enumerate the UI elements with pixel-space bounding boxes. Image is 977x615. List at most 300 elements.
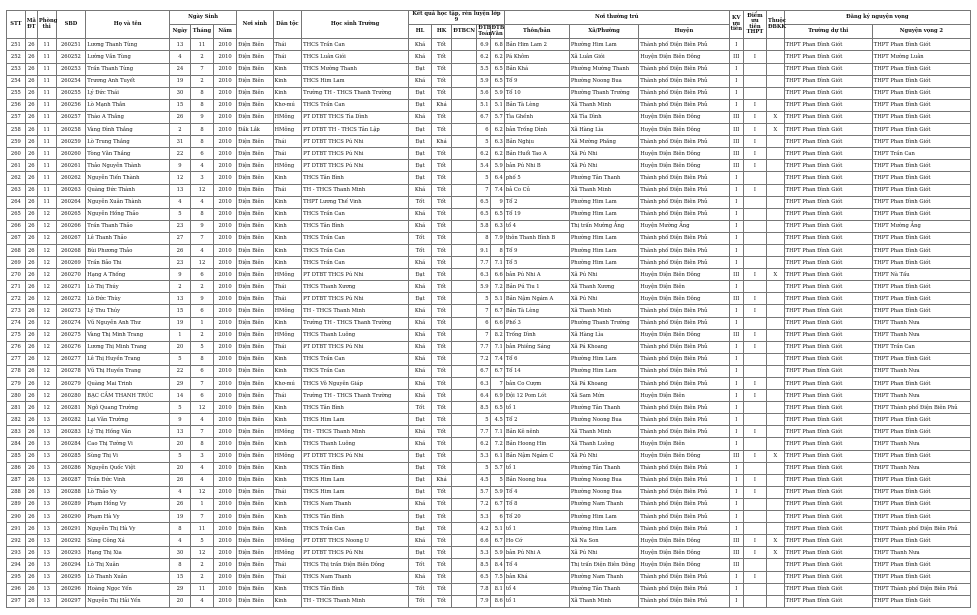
cell-hk: Tốt (432, 559, 452, 571)
cell-hl: Khá (409, 51, 432, 63)
header-hs-truong: Học sinh Trường (302, 11, 409, 39)
cell-truong-du-thi: THPT Phan Đình Giót (784, 402, 872, 414)
cell-ma-dt: 26 (25, 63, 37, 75)
cell-hs-truong: TH - THCS Thanh Minh (302, 305, 409, 317)
cell-thang: 11 (190, 39, 213, 51)
cell-nam: 2010 (214, 172, 237, 184)
cell-nguyen-vong-2: THPT Phan Đình Giót (872, 595, 970, 607)
cell-stt: 291 (7, 523, 26, 535)
cell-sbd: 260278 (56, 365, 86, 377)
cell-diem-uu-tien: I (743, 111, 766, 123)
cell-thuoc-dbkk (767, 51, 785, 63)
cell-ho-ten: Ngô Quang Trường (86, 402, 170, 414)
cell-truong-du-thi: THPT Phan Đình Giót (784, 474, 872, 486)
cell-dtb-van: 5.1 (490, 99, 504, 111)
cell-stt: 262 (7, 172, 26, 184)
cell-nam: 2010 (214, 136, 237, 148)
cell-thang: 8 (190, 208, 213, 220)
cell-ma-dt: 26 (25, 486, 37, 498)
cell-ma-dt: 26 (25, 87, 37, 99)
cell-hl: Đạt (409, 148, 432, 160)
cell-xa-phuong: Thị trấn Điện Biên Đông (569, 559, 638, 571)
cell-hk: Tốt (432, 438, 452, 450)
cell-nam: 2010 (214, 414, 237, 426)
cell-nam: 2010 (214, 75, 237, 87)
cell-diem-uu-tien: I (743, 269, 766, 281)
cell-hs-truong: Trường TH - THCS Thanh Trường (302, 317, 409, 329)
cell-dtbcn (451, 547, 476, 559)
cell-thuoc-dbkk (767, 160, 785, 172)
cell-ngay: 19 (170, 75, 191, 87)
cell-xa-phuong: Phường Noong Bua (569, 486, 638, 498)
cell-noi-sinh: Điện Biên (237, 160, 273, 172)
cell-xa-phuong: Xã Na Son (569, 535, 638, 547)
cell-dtbcn (451, 378, 476, 390)
cell-ho-ten: Nguyễn Thị Hà Vy (86, 523, 170, 535)
cell-truong-du-thi: THPT Phan Đình Giót (784, 390, 872, 402)
cell-hs-truong: PT DTBT THCS Pú Nhi (302, 269, 409, 281)
cell-ngay: 15 (170, 305, 191, 317)
cell-huyen: Huyện Điện Biên Đông (639, 51, 729, 63)
cell-dtbcn (451, 172, 476, 184)
cell-sbd: 260263 (56, 184, 86, 196)
cell-thon-ban: Tổ 10 (504, 87, 569, 99)
cell-phong-thi: 11 (37, 39, 56, 51)
cell-hs-truong: THCS Trần Can (302, 39, 409, 51)
cell-diem-uu-tien (743, 208, 766, 220)
cell-kv-uu-tien: I (729, 99, 743, 111)
cell-ngay: 19 (170, 317, 191, 329)
cell-hk: Tốt (432, 232, 452, 244)
cell-sbd: 260259 (56, 136, 86, 148)
cell-hs-truong: THCS Thanh Xương (302, 281, 409, 293)
header-ma-dt: Mã ĐT (25, 11, 37, 39)
cell-dtb-van: 7.5 (490, 571, 504, 583)
cell-huyen: Thành phố Điện Biên Phủ (639, 305, 729, 317)
cell-noi-sinh: Điện Biên (237, 99, 273, 111)
cell-dtb-van: 6.6 (490, 317, 504, 329)
cell-phong-thi: 13 (37, 462, 56, 474)
cell-noi-sinh: Điện Biên (237, 196, 273, 208)
cell-thuoc-dbkk (767, 220, 785, 232)
cell-sbd: 260254 (56, 75, 86, 87)
cell-hl: Đạt (409, 462, 432, 474)
table-row (7, 184, 971, 196)
cell-nam: 2010 (214, 462, 237, 474)
cell-dan-toc: Kinh (273, 353, 302, 365)
cell-sbd: 260256 (56, 99, 86, 111)
cell-nam: 2010 (214, 390, 237, 402)
cell-diem-uu-tien (743, 583, 766, 595)
cell-dtb-van: 7 (490, 378, 504, 390)
cell-thang: 6 (190, 305, 213, 317)
cell-thuoc-dbkk (767, 486, 785, 498)
cell-stt: 252 (7, 51, 26, 63)
cell-hk: Tốt (432, 426, 452, 438)
cell-kv-uu-tien: I (729, 317, 743, 329)
cell-thang: 8 (190, 99, 213, 111)
cell-diem-uu-tien: I (743, 390, 766, 402)
cell-ngay: 9 (170, 269, 191, 281)
header-noi-thuong-tru: Nơi thường trú (504, 11, 729, 25)
cell-nam: 2010 (214, 438, 237, 450)
cell-nam: 2010 (214, 148, 237, 160)
cell-dtbcn (451, 208, 476, 220)
cell-diem-uu-tien: I (743, 329, 766, 341)
cell-xa-phuong: Phường Him Lam (569, 257, 638, 269)
cell-ma-dt: 26 (25, 39, 37, 51)
header-sbd: SBD (56, 11, 86, 39)
cell-dtb-toan: 7.7 (477, 257, 490, 269)
cell-diem-uu-tien (743, 462, 766, 474)
cell-huyen: Huyện Điện Biên (639, 390, 729, 402)
cell-thuoc-dbkk (767, 281, 785, 293)
cell-stt: 296 (7, 583, 26, 595)
cell-kv-uu-tien: I (729, 595, 743, 607)
cell-phong-thi: 12 (37, 281, 56, 293)
cell-thuoc-dbkk (767, 583, 785, 595)
cell-diem-uu-tien (743, 595, 766, 607)
cell-thuoc-dbkk (767, 184, 785, 196)
cell-hs-truong: THCS Him Lam (302, 414, 409, 426)
cell-kv-uu-tien: I (729, 511, 743, 523)
cell-nam: 2010 (214, 305, 237, 317)
cell-noi-sinh: Điện Biên (237, 583, 273, 595)
cell-hs-truong: THCS Tân Bình (302, 172, 409, 184)
cell-kv-uu-tien: III (729, 51, 743, 63)
cell-hk: Tốt (432, 196, 452, 208)
cell-nguyen-vong-2: THPT Phan Đình Giót (872, 63, 970, 75)
cell-huyen: Thành phố Điện Biên Phủ (639, 378, 729, 390)
cell-dan-toc: Kinh (273, 583, 302, 595)
header-nam: Năm (214, 25, 237, 39)
cell-ma-dt: 26 (25, 559, 37, 571)
cell-dtbcn (451, 136, 476, 148)
cell-nguyen-vong-2: THPT Phan Đình Giót (872, 124, 970, 136)
cell-dtb-van: 5.1 (490, 293, 504, 305)
cell-dtb-van: 6.7 (490, 365, 504, 377)
cell-nam: 2010 (214, 595, 237, 607)
cell-thon-ban: Tổ 2 (504, 196, 569, 208)
cell-ngay: 1 (170, 329, 191, 341)
cell-nguyen-vong-2: THPT Phan Đình Giót (872, 136, 970, 148)
cell-dtbcn (451, 414, 476, 426)
cell-phong-thi: 12 (37, 390, 56, 402)
cell-dtbcn (451, 124, 476, 136)
cell-huyen: Thành phố Điện Biên Phủ (639, 426, 729, 438)
cell-ma-dt: 26 (25, 450, 37, 462)
cell-ngay: 31 (170, 136, 191, 148)
cell-thang: 9 (190, 220, 213, 232)
cell-phong-thi: 12 (37, 402, 56, 414)
cell-ho-ten: Bùi Phương Thảo (86, 244, 170, 256)
cell-nam: 2010 (214, 111, 237, 123)
cell-diem-uu-tien (743, 39, 766, 51)
cell-thon-ban: Tìa Ghềnh (504, 111, 569, 123)
cell-ma-dt: 26 (25, 220, 37, 232)
cell-thuoc-dbkk (767, 414, 785, 426)
cell-nam: 2010 (214, 220, 237, 232)
cell-sbd: 260251 (56, 39, 86, 51)
cell-thon-ban: phố 5 (504, 172, 569, 184)
cell-noi-sinh: Điện Biên (237, 438, 273, 450)
cell-nam: 2010 (214, 535, 237, 547)
cell-dtbcn (451, 75, 476, 87)
header-hl: HL (409, 25, 432, 39)
cell-hs-truong: THCS Tân Bình (302, 220, 409, 232)
header-truong-du-thi: Trường dự thi (784, 25, 872, 39)
cell-stt: 254 (7, 75, 26, 87)
cell-hl: Đạt (409, 87, 432, 99)
cell-kv-uu-tien: III (729, 124, 743, 136)
cell-stt: 285 (7, 450, 26, 462)
cell-hl: Khá (409, 281, 432, 293)
table-row (7, 208, 971, 220)
cell-nguyen-vong-2: THPT Phan Đình Giót (872, 426, 970, 438)
cell-huyen: Thành phố Điện Biên Phủ (639, 244, 729, 256)
cell-phong-thi: 11 (37, 111, 56, 123)
cell-dtb-toan: 4.5 (477, 474, 490, 486)
cell-thang: 8 (190, 438, 213, 450)
cell-hs-truong: THCS Thanh Luông (302, 329, 409, 341)
cell-phong-thi: 12 (37, 378, 56, 390)
cell-diem-uu-tien: I (743, 474, 766, 486)
cell-ngay: 23 (170, 220, 191, 232)
cell-noi-sinh: Điện Biên (237, 402, 273, 414)
cell-dtb-toan: 5.7 (477, 486, 490, 498)
cell-sbd: 260271 (56, 281, 86, 293)
cell-dtb-toan: 6.7 (477, 365, 490, 377)
cell-ma-dt: 26 (25, 281, 37, 293)
cell-huyen: Thành phố Điện Biên Phủ (639, 402, 729, 414)
table-row (7, 498, 971, 510)
cell-dtb-toan: 5 (477, 414, 490, 426)
cell-thang: 7 (190, 232, 213, 244)
registration-sheet (6, 10, 971, 608)
cell-nam: 2010 (214, 341, 237, 353)
cell-hl: Khá (409, 208, 432, 220)
cell-truong-du-thi: THPT Phan Đình Giót (784, 39, 872, 51)
cell-phong-thi: 13 (37, 426, 56, 438)
cell-hk: Tốt (432, 160, 452, 172)
cell-hk: Tốt (432, 341, 452, 353)
cell-ma-dt: 26 (25, 583, 37, 595)
table-row (7, 63, 971, 75)
cell-thuoc-dbkk (767, 474, 785, 486)
cell-huyen: Thành phố Điện Biên Phủ (639, 353, 729, 365)
cell-xa-phuong: Phường Him Lam (569, 511, 638, 523)
cell-nam: 2010 (214, 571, 237, 583)
cell-thuoc-dbkk (767, 498, 785, 510)
cell-thon-ban: Bản Kê nênh (504, 426, 569, 438)
cell-truong-du-thi: THPT Phan Đình Giót (784, 111, 872, 123)
cell-hs-truong: THCS Tân Bình (302, 402, 409, 414)
cell-truong-du-thi: THPT Phan Đình Giót (784, 244, 872, 256)
table-row (7, 124, 971, 136)
cell-phong-thi: 13 (37, 511, 56, 523)
cell-dan-toc: Kinh (273, 474, 302, 486)
cell-huyen: Thành phố Điện Biên Phủ (639, 257, 729, 269)
cell-thang: 8 (190, 353, 213, 365)
cell-hs-truong: THCS Him Lam (302, 474, 409, 486)
cell-sbd: 260292 (56, 535, 86, 547)
cell-dtb-toan: 7.2 (477, 498, 490, 510)
cell-dtb-van: 8.4 (490, 559, 504, 571)
cell-hk: Tốt (432, 450, 452, 462)
cell-ho-ten: Trần Thanh Thảo (86, 220, 170, 232)
header-kv-uu-tien: KV ưu tiên (729, 11, 743, 39)
cell-hs-truong: THCS Thị trấn Điện Biên Đông (302, 559, 409, 571)
cell-ngay: 26 (170, 474, 191, 486)
cell-sbd: 260264 (56, 196, 86, 208)
cell-nguyen-vong-2: THPT Phan Đình Giót (872, 571, 970, 583)
cell-thon-ban: Phố 3 (504, 317, 569, 329)
cell-hs-truong: PT DTBT THCS Pú Nhi (302, 547, 409, 559)
cell-phong-thi: 12 (37, 244, 56, 256)
cell-ngay: 15 (170, 571, 191, 583)
cell-phong-thi: 13 (37, 438, 56, 450)
cell-thang: 6 (190, 365, 213, 377)
cell-hk: Tốt (432, 583, 452, 595)
cell-ho-ten: Quàng Đức Thành (86, 184, 170, 196)
cell-hk: Tốt (432, 208, 452, 220)
cell-diem-uu-tien (743, 353, 766, 365)
cell-dan-toc: HMông (273, 426, 302, 438)
cell-dtb-van: 7.2 (490, 438, 504, 450)
cell-ho-ten: Nguyễn Hồng Thảo (86, 208, 170, 220)
cell-phong-thi: 12 (37, 220, 56, 232)
cell-dtbcn (451, 353, 476, 365)
cell-nam: 2010 (214, 329, 237, 341)
cell-dtb-van: 6.5 (490, 402, 504, 414)
cell-stt: 259 (7, 136, 26, 148)
cell-thuoc-dbkk (767, 390, 785, 402)
cell-dtb-toan: 6 (477, 124, 490, 136)
cell-phong-thi: 11 (37, 87, 56, 99)
cell-dtb-van: 6.3 (490, 136, 504, 148)
cell-ngay: 29 (170, 583, 191, 595)
cell-hl: Đạt (409, 450, 432, 462)
cell-dtb-van: 7.1 (490, 257, 504, 269)
cell-thon-ban: Bản Noong bua (504, 474, 569, 486)
cell-ma-dt: 26 (25, 160, 37, 172)
table-row (7, 462, 971, 474)
cell-dtbcn (451, 390, 476, 402)
cell-thuoc-dbkk (767, 293, 785, 305)
cell-huyen: Thành phố Điện Biên Phủ (639, 232, 729, 244)
cell-truong-du-thi: THPT Phan Đình Giót (784, 329, 872, 341)
table-header (7, 11, 971, 39)
cell-nguyen-vong-2: THPT Phan Đình Giót (872, 160, 970, 172)
cell-hk: Tốt (432, 378, 452, 390)
cell-nam: 2010 (214, 547, 237, 559)
cell-noi-sinh: Điện Biên (237, 462, 273, 474)
cell-dtbcn (451, 244, 476, 256)
cell-dtb-toan: 5.4 (477, 160, 490, 172)
cell-sbd: 260268 (56, 244, 86, 256)
cell-diem-uu-tien (743, 220, 766, 232)
cell-dtbcn (451, 329, 476, 341)
cell-ngay: 4 (170, 51, 191, 63)
cell-hl: Khá (409, 220, 432, 232)
cell-thuoc-dbkk (767, 172, 785, 184)
cell-thang: 7 (190, 511, 213, 523)
cell-thang: 4 (190, 474, 213, 486)
cell-dtbcn (451, 232, 476, 244)
cell-sbd: 260297 (56, 595, 86, 607)
cell-xa-phuong: Phường Mường Thanh (569, 63, 638, 75)
table-row (7, 353, 971, 365)
cell-diem-uu-tien (743, 75, 766, 87)
cell-hk: Khá (432, 136, 452, 148)
cell-hs-truong: THCS Him Lam (302, 486, 409, 498)
cell-nguyen-vong-2: THPT Phan Đình Giót (872, 111, 970, 123)
cell-xa-phuong: Phường Tân Thanh (569, 462, 638, 474)
cell-kv-uu-tien: I (729, 462, 743, 474)
cell-kv-uu-tien: I (729, 414, 743, 426)
cell-hl: Đạt (409, 474, 432, 486)
cell-phong-thi: 13 (37, 498, 56, 510)
cell-nam: 2010 (214, 232, 237, 244)
cell-xa-phuong: Phường Noong Bua (569, 474, 638, 486)
cell-phong-thi: 12 (37, 208, 56, 220)
cell-thon-ban: Bản Huổi Tao A (504, 148, 569, 160)
cell-nam: 2010 (214, 559, 237, 571)
cell-thuoc-dbkk (767, 341, 785, 353)
cell-stt: 255 (7, 87, 26, 99)
cell-hl: Khá (409, 305, 432, 317)
cell-ngay: 20 (170, 438, 191, 450)
cell-diem-uu-tien: I (743, 426, 766, 438)
cell-noi-sinh: Điện Biên (237, 486, 273, 498)
cell-kv-uu-tien: I (729, 281, 743, 293)
cell-noi-sinh: Điện Biên (237, 474, 273, 486)
cell-ho-ten: Lê Thanh Thảo (86, 232, 170, 244)
cell-truong-du-thi: THPT Phan Đình Giót (784, 160, 872, 172)
cell-diem-uu-tien (743, 172, 766, 184)
cell-hl: Đạt (409, 99, 432, 111)
cell-truong-du-thi: THPT Phan Đình Giót (784, 51, 872, 63)
cell-kv-uu-tien: I (729, 75, 743, 87)
cell-dan-toc: Kinh (273, 63, 302, 75)
cell-noi-sinh: Điện Biên (237, 365, 273, 377)
cell-kv-uu-tien: I (729, 498, 743, 510)
cell-sbd: 260261 (56, 160, 86, 172)
cell-dtb-van: 6.8 (490, 39, 504, 51)
cell-xa-phuong: Xã Mường Phăng (569, 136, 638, 148)
cell-kv-uu-tien: I (729, 184, 743, 196)
cell-stt: 261 (7, 160, 26, 172)
table-row (7, 293, 971, 305)
cell-thuoc-dbkk (767, 99, 785, 111)
cell-huyen: Thành phố Điện Biên Phủ (639, 317, 729, 329)
cell-sbd: 260287 (56, 474, 86, 486)
cell-diem-uu-tien: I (743, 136, 766, 148)
cell-dtb-van: 6.7 (490, 498, 504, 510)
cell-truong-du-thi: THPT Phan Đình Giót (784, 196, 872, 208)
cell-nguyen-vong-2: THPT Phan Đình Giót (872, 184, 970, 196)
cell-dtbcn (451, 281, 476, 293)
cell-phong-thi: 13 (37, 571, 56, 583)
cell-thang: 2 (190, 559, 213, 571)
cell-xa-phuong: Phường Thanh Trường (569, 317, 638, 329)
table-row (7, 571, 971, 583)
cell-nguyen-vong-2: THPT Phan Đình Giót (872, 293, 970, 305)
cell-noi-sinh: Điện Biên (237, 523, 273, 535)
cell-diem-uu-tien (743, 87, 766, 99)
cell-stt: 287 (7, 474, 26, 486)
cell-kv-uu-tien: I (729, 232, 743, 244)
